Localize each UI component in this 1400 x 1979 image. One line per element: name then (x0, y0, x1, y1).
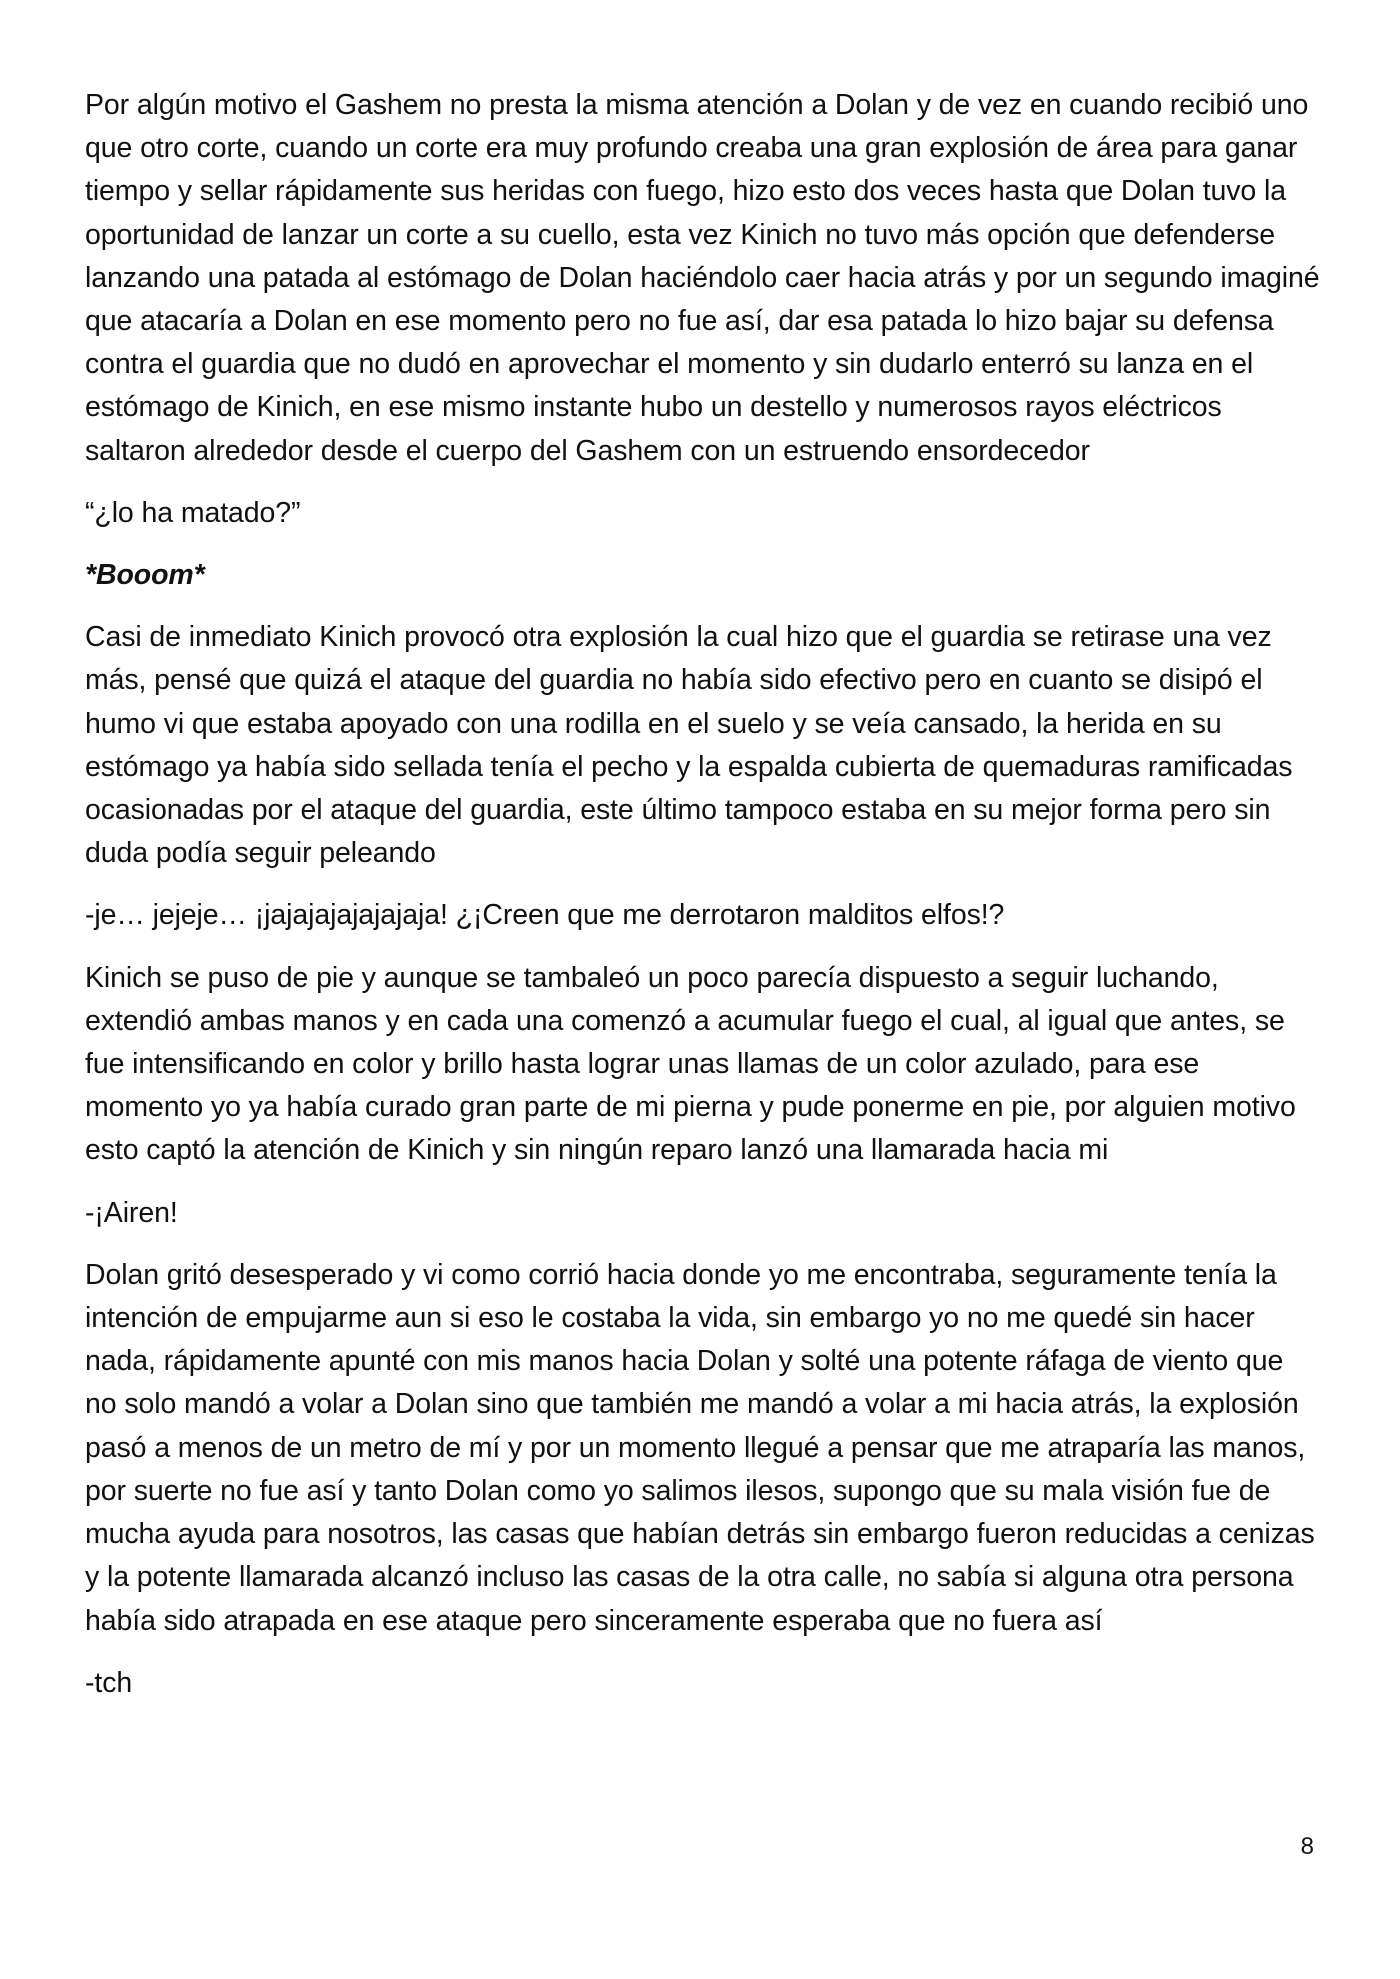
paragraph-dialogue-3: -¡Airen! (85, 1196, 178, 1229)
paragraph-narration-3: Kinich se puso de pie y aunque se tambaleó un poco parecía dispuesto a seguir luchando, extendió ambas manos y en cada una comenzó a acumular fuego el cual, al igual que antes, se fue intensificando en color y brillo hasta lograr unas llamas de un color azulado, para ese momento yo ya había curado gran parte de mi pierna y pude ponerme en pie, por alguien motivo esto captó la atención de Kinich y sin ningún reparo lanzó una llamarada hacia mi (85, 961, 1296, 1167)
paragraph-narration-1: Por algún motivo el Gashem no presta la misma atención a Dolan y de vez en cuando recibió uno que otro corte, cuando un corte era muy profundo creaba una gran explosión de área para ganar tiempo y sellar rápidamente sus heridas con fuego, hizo esto dos veces hasta que Dolan tuvo la oportunidad de lanzar un corte a su cuello, esta vez Kinich no tuvo más opción que defenderse lanzando una patada al estómago de Dolan haciéndolo caer hacia atrás y por un segundo imaginé que atacaría a Dolan en ese momento pero no fue así, dar esa patada lo hizo bajar su defensa contra el guardia que no dudó en aprovechar el momento y sin dudarlo enterró su lanza en el estómago de Kinich, en ese mismo instante hubo un destello y numerosos rayos eléctricos saltaron alrededor desde el cuerpo del Gashem con un estruendo ensordecedor (85, 89, 1320, 467)
paragraph-narration-4: Dolan gritó desesperado y vi como corrió hacia donde yo me encontraba, seguramente tenía la intención de empujarme aun si eso le costaba la vida, sin embargo yo no me quedé sin hacer nada, rápidamente apunté con mis manos hacia Dolan y solté una potente ráfaga de viento que no solo mandó a volar a Dolan sino que también me mandó a volar a mi hacia atrás, la explosión pasó a menos de un metro de mí y por un momento llegué a pensar que me atraparía las manos, por suerte no fue así y tanto Dolan como yo salimos ilesos, supongo que su mala visión fue de mucha ayuda para nosotros, las casas que habían detrás sin embargo fueron reducidas a cenizas y la potente llamarada alcanzó incluso las casas de la otra calle, no sabía si alguna otra persona había sido atrapada en ese ataque pero sinceramente esperaba que no fuera así (85, 1258, 1315, 1637)
document-page (85, 84, 1320, 1724)
paragraph-sound-effect: *Booom* (85, 559, 205, 592)
paragraph-dialogue-4: -tch (85, 1666, 133, 1699)
page-number: 8 (1300, 1833, 1314, 1860)
paragraph-dialogue-2: -je… jejeje… ¡jajajajajajajaja! ¿¡Creen que me derrotaron malditos elfos!? (85, 899, 1005, 932)
paragraph-dialogue-1: “¿lo ha matado?” (85, 496, 301, 529)
paragraph-narration-2: Casi de inmediato Kinich provocó otra explosión la cual hizo que el guardia se retirase una vez más, pensé que quizá el ataque del guardia no había sido efectivo pero en cuanto se disipó el humo vi que estaba apoyado con una rodilla en el suelo y se veía cansado, la herida en su estómago ya había sido sellada tenía el pecho y la espalda cubierta de quemaduras ramificadas ocasionadas por el ataque del guardia, este último tampoco estaba en su mejor forma pero sin duda podía seguir peleando (85, 621, 1293, 870)
